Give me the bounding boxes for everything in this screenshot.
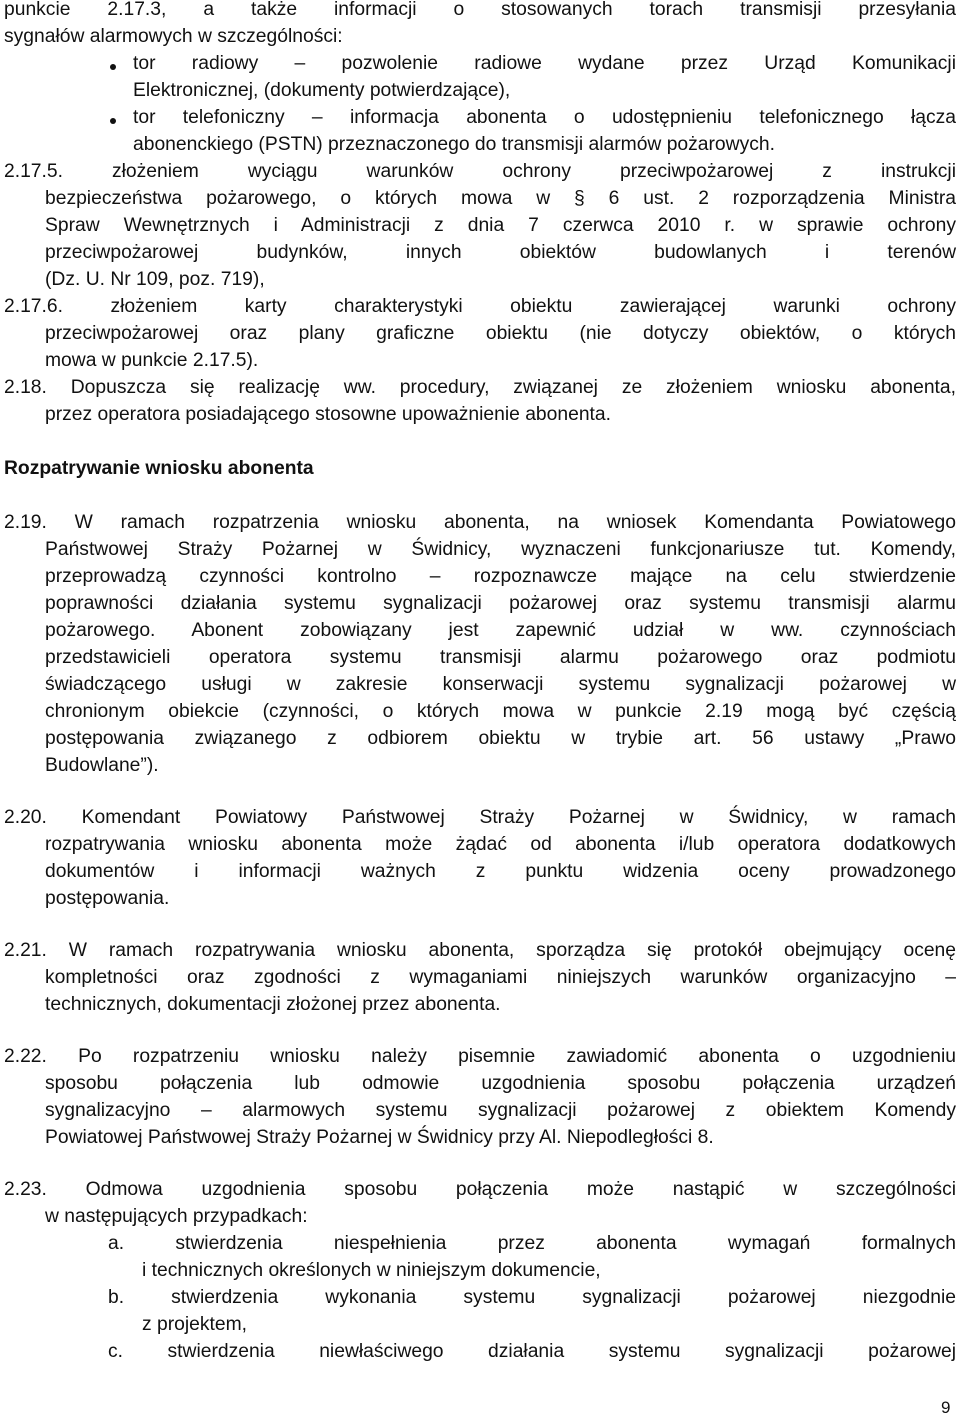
section-2-22: 2.22. Po rozpatrzeniu wniosku należy pisemnie zawiadomić abonenta o uzgodnieniu xyxy=(4,1046,956,1067)
text-line: kompletności oraz zgodności z wymaganiami niniejszych warunków organizacyjno – xyxy=(45,967,956,988)
text-line: poprawności działania systemu sygnalizacji pożarowej oraz systemu transmisji alarmu xyxy=(45,593,956,614)
section-2-19: 2.19. W ramach rozpatrzenia wniosku abonenta, na wniosek Komendanta Powiatowego xyxy=(4,512,956,533)
list-item-text: Elektronicznej, (dokumenty potwierdzające), xyxy=(133,80,511,101)
list-item-c: c. stwierdzenia niewłaściwego działania systemu sygnalizacji pożarowej xyxy=(108,1341,956,1362)
text-line: Budowlane”). xyxy=(45,755,159,776)
text-line: (Dz. U. Nr 109, poz. 719), xyxy=(45,269,265,290)
bullet-icon xyxy=(110,118,116,124)
text-line: Państwowej Straży Pożarnej w Świdnicy, wyznaczeni funkcjonariusze tut. Komendy, xyxy=(45,539,956,560)
page-number: 9 xyxy=(941,1398,951,1417)
list-item-a: a. stwierdzenia niespełnienia przez abonenta wymagań formalnych xyxy=(108,1233,956,1254)
section-2-18: 2.18. Dopuszcza się realizację ww. procedury, związanej ze złożeniem wniosku abonenta, xyxy=(4,377,956,398)
text-line: przedstawicieli operatora systemu transmisji alarmu pożarowego oraz podmiotu xyxy=(45,647,956,668)
section-2-17-5: 2.17.5. złożeniem wyciągu warunków ochrony przeciwpożarowej z instrukcji xyxy=(4,161,956,182)
list-item-b: b. stwierdzenia wykonania systemu sygnalizacji pożarowej niezgodnie xyxy=(108,1287,956,1308)
text-line: Powiatowej Państwowej Straży Pożarnej w Świdnicy przy Al. Niepodległości 8. xyxy=(45,1127,714,1148)
list-item-text: tor telefoniczny – informacja abonenta o udostępnieniu telefonicznego łącza xyxy=(133,107,956,128)
section-2-20: 2.20. Komendant Powiatowy Państwowej Straży Pożarnej w Świdnicy, w ramach xyxy=(4,807,956,828)
text-line: i technicznych określonych w niniejszym dokumencie, xyxy=(142,1260,601,1281)
list-item-text: tor radiowy – pozwolenie radiowe wydane przez Urząd Komunikacji xyxy=(133,53,956,74)
text-line: przez operatora posiadającego stosowne upoważnienie abonenta. xyxy=(45,404,611,425)
text-line: przeprowadzą czynności kontrolno – rozpoznawcze mające na celu stwierdzenie xyxy=(45,566,956,587)
text-line: świadczącego usługi w zakresie konserwacji systemu sygnalizacji pożarowej w xyxy=(45,674,956,695)
section-2-23: 2.23. Odmowa uzgodnienia sposobu połączenia może nastąpić w szczególności xyxy=(4,1179,956,1200)
text-line: rozpatrywania wniosku abonenta może żądać od abonenta i/lub operatora dodatkowych xyxy=(45,834,956,855)
text-line: sygnałów alarmowych w szczególności: xyxy=(4,26,343,47)
text-line: sposobu połączenia lub odmowie uzgodnienia sposobu połączenia urządzeń xyxy=(45,1073,956,1094)
text-line: dokumentów i informacji ważnych z punktu widzenia oceny prowadzonego xyxy=(45,861,956,882)
text-line: chronionym obiekcie (czynności, o których mowa w punkcie 2.19 mogą być częścią xyxy=(45,701,956,722)
section-heading: Rozpatrywanie wniosku abonenta xyxy=(4,458,314,479)
text-line: w następujących przypadkach: xyxy=(45,1206,308,1227)
text-line: przeciwpożarowej oraz plany graficzne obiektu (nie dotyczy obiektów, o których xyxy=(45,323,956,344)
section-2-21: 2.21. W ramach rozpatrywania wniosku abonenta, sporządza się protokół obejmujący ocenę xyxy=(4,940,956,961)
text-line: przeciwpożarowej budynków, innych obiektów budowlanych i terenów xyxy=(45,242,956,263)
text-line: sygnalizacyjno – alarmowych systemu sygnalizacji pożarowej z obiektem Komendy xyxy=(45,1100,956,1121)
text-line: pożarowego. Abonent zobowiązany jest zapewnić udział w ww. czynnościach xyxy=(45,620,956,641)
bullet-icon xyxy=(110,64,116,70)
list-item-text: abonenckiego (PSTN) przeznaczonego do transmisji alarmów pożarowych. xyxy=(133,134,775,155)
text-line: bezpieczeństwa pożarowego, o których mowa w § 6 ust. 2 rozporządzenia Ministra xyxy=(45,188,956,209)
text-line: postępowania. xyxy=(45,888,170,909)
text-line: postępowania związanego z odbiorem obiektu w trybie art. 56 ustawy „Prawo xyxy=(45,728,956,749)
text-line: punkcie 2.17.3, a także informacji o stosowanych torach transmisji przesyłania xyxy=(4,0,956,20)
text-line: Spraw Wewnętrznych i Administracji z dnia 7 czerwca 2010 r. w sprawie ochrony xyxy=(45,215,956,236)
text-line: technicznych, dokumentacji złożonej przez abonenta. xyxy=(45,994,501,1015)
section-2-17-6: 2.17.6. złożeniem karty charakterystyki obiektu zawierającej warunki ochrony xyxy=(4,296,956,317)
text-line: mowa w punkcie 2.17.5). xyxy=(45,350,259,371)
text-line: z projektem, xyxy=(142,1314,248,1335)
